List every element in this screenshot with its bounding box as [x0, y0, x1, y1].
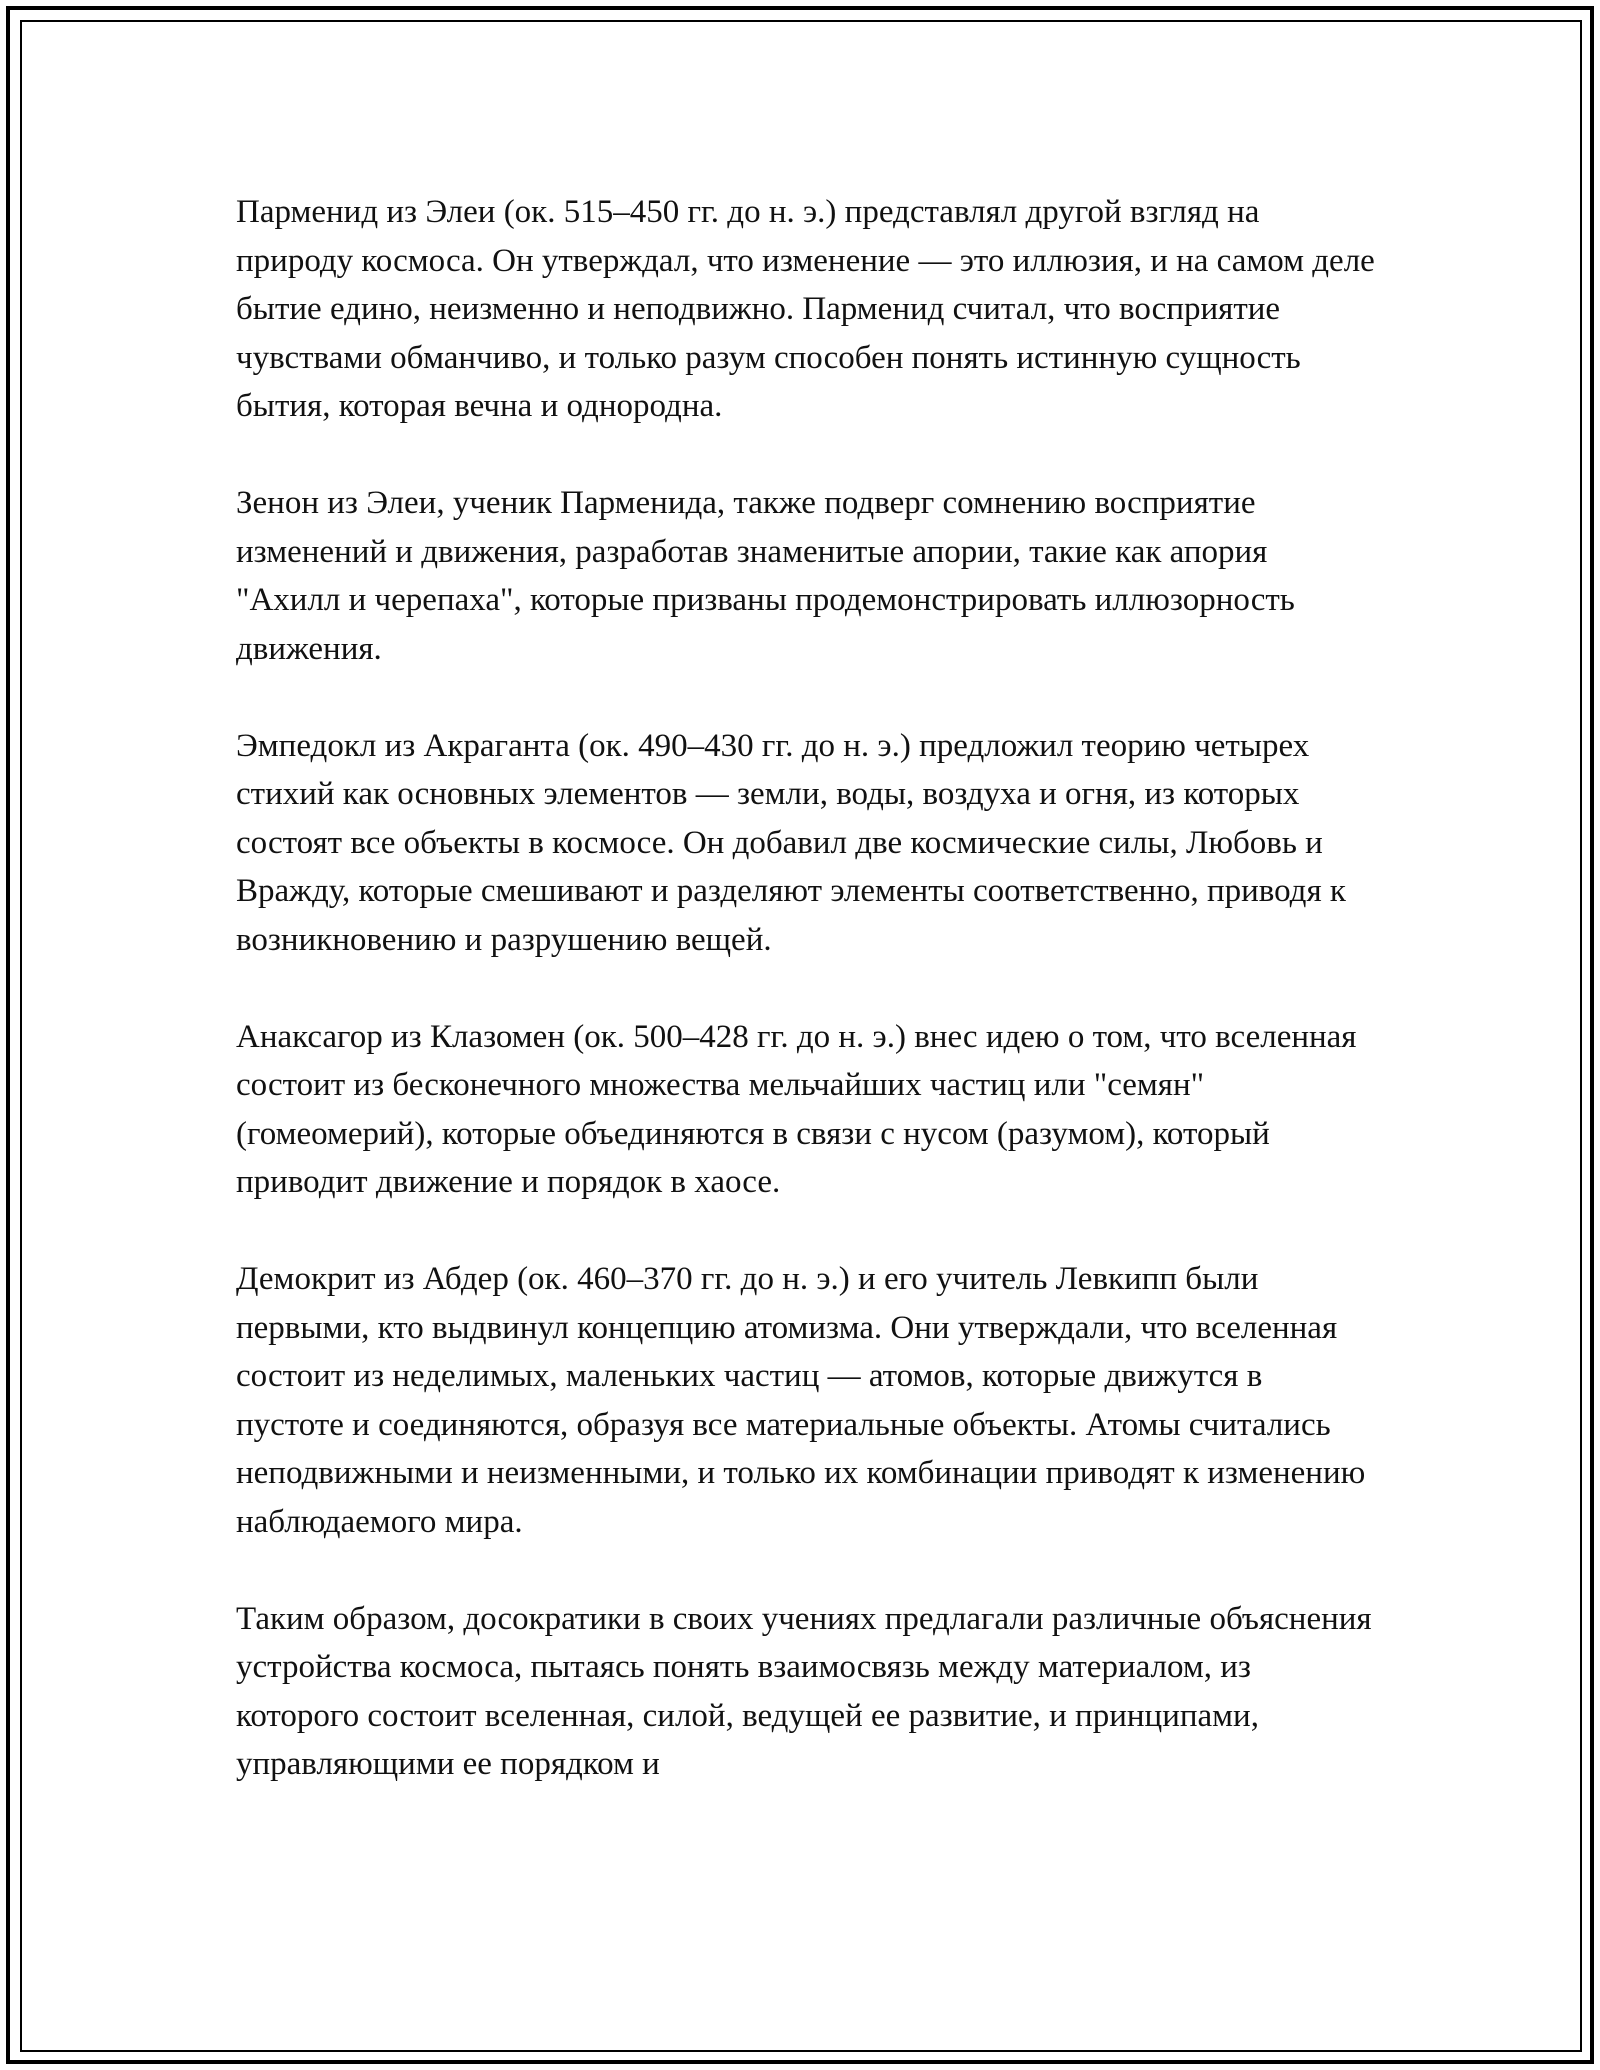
paragraph-conclusion: Таким образом, досократики в своих учениях предлагали различные объяснения устройства космоса, пытаясь понять взаимосвязь между материалом, из которого состоит вселенная, силой, ведущей ее развитие, и принципами, управляющими ее порядком и: [236, 1600, 1372, 1782]
paragraph-parmenides: Парменид из Элеи (ок. 515–450 гг. до н. э.) представлял другой взгляд на природу космоса. Он утверждал, что изменение — это иллюзия, и на самом деле бытие едино, неизменно и неподвижно. Парменид считал, что восприятие чувствами обманчиво, и только разум способен понять истинную сущность бытия, которая вечна и однородна.: [236, 194, 1375, 424]
paragraph-empedocles: Эмпедокл из Акраганта (ок. 490–430 гг. до н. э.) предложил теорию четырех стихий как основных элементов — земли, воды, воздуха и огня, из которых состоят все объекты в космосе. Он добавил две космические силы, Любовь и Вражду, которые смешивают и разделяют элементы соответственно, приводя к возникновению и разрушению вещей.: [236, 727, 1346, 958]
document-body: [236, 188, 1376, 1837]
paragraph-anaxagoras: Анаксагор из Клазомен (ок. 500–428 гг. до н. э.) внес идею о том, что вселенная состоит из бесконечного множества мельчайших частиц или "семян" (гомеомерий), которые объединяются в связи с нусом (разумом), который приводит движение и порядок в хаосе.: [236, 1018, 1357, 1200]
paragraph-democritus: Демокрит из Абдер (ок. 460–370 гг. до н. э.) и его учитель Левкипп были первыми, кто выдвинул концепцию атомизма. Они утверждали, что вселенная состоит из неделимых, маленьких частиц — атомов, которые движутся в пустоте и соединяются, образуя все материальные объекты. Атомы считались неподвижными и неизменными, и только их комбинации приводят к изменению наблюдаемого мира.: [236, 1261, 1366, 1540]
paragraph-zeno: Зенон из Элеи, ученик Парменида, также подверг сомнению восприятие изменений и движения, разработав знаменитые апории, такие как апория "Ахилл и черепаха", которые призваны продемонстрировать иллюзорность движения.: [236, 485, 1295, 667]
